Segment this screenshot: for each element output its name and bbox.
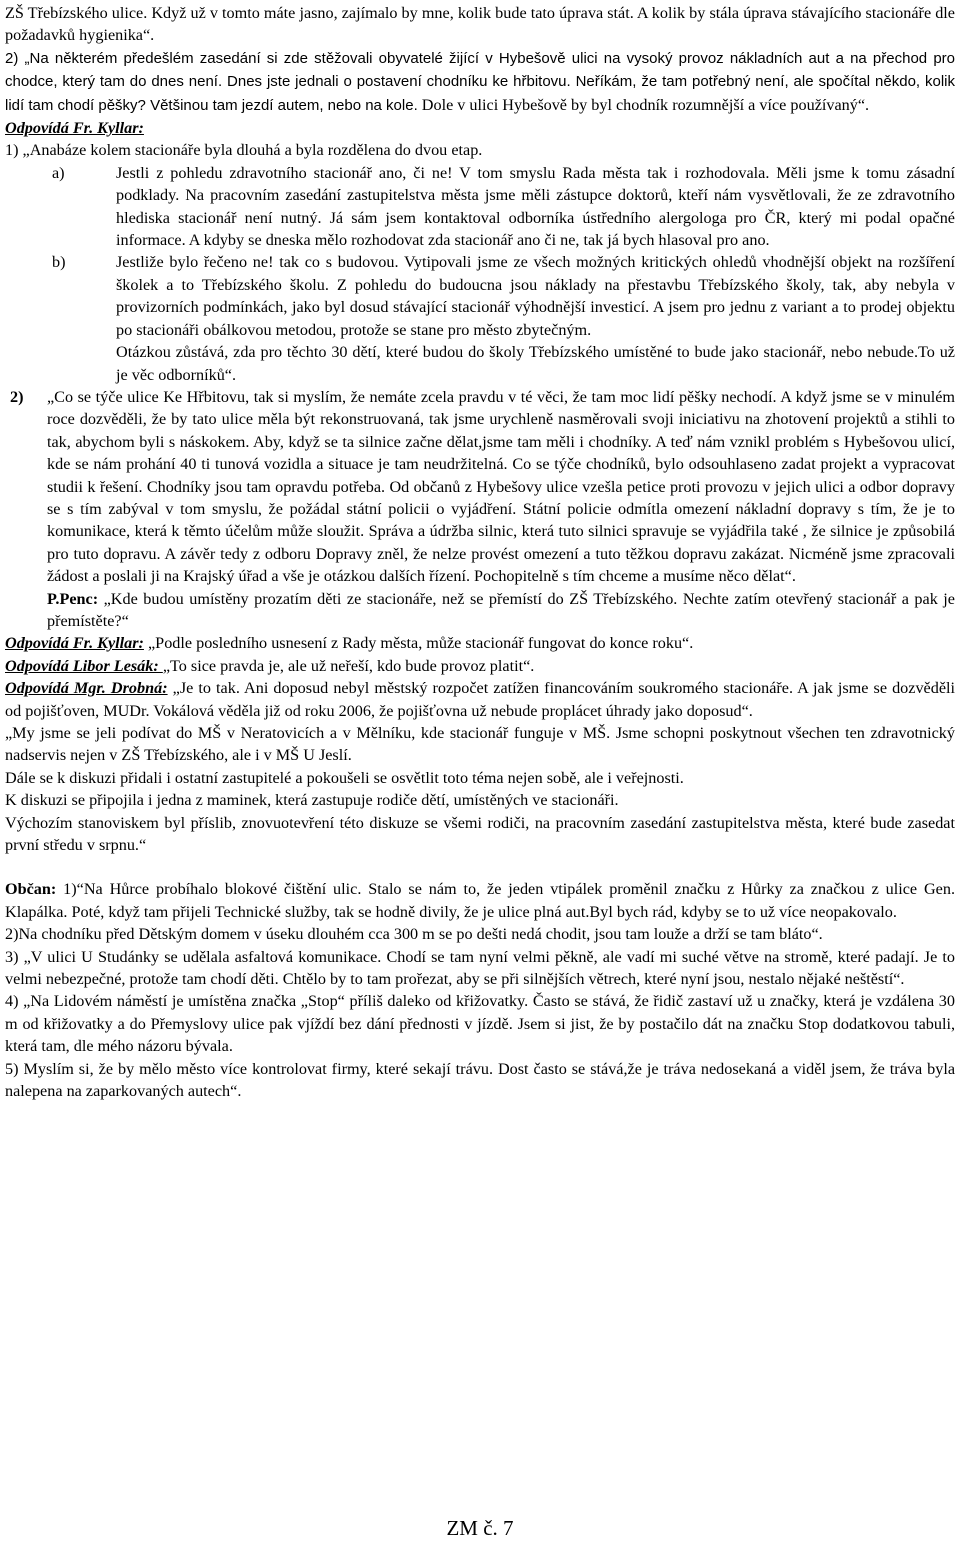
answer-drobna-text: „Je to tak. Ani doposud nebyl městský rozpočet zatížen financováním soukromého stacionáře. A jak jsme se dozvěděli od pojišťoven, MUDr. Vokálová věděla již od roku 2006, že pojišťovna už nebude proplácet úhrady jako doposud“. (5, 679, 955, 720)
item-b-text: Jestliže bylo řečeno ne! tak co s budovou. Vytipovali jsme ze všech možných kritických ohledů vhodnější objekt na rozšíření školek a to Třebízského školu. Z pohledu do budoucna jsou náklady na přestavbu Třebízského školy, tak, aby nebyla v provizorních podmínkách, jako byl dosud stávající stacionář výhodnější investicí. A jsem pro jednu z variant a to prodej objektu po stacionáři obálkovou metodou, protože se stane pro město zbytečným. (116, 253, 955, 339)
answer-lesak-label: Odpovídá Libor Lesák: (5, 656, 163, 675)
question-2-text-end: Dole v ulici Hybešově by byl chodník rozumnější a více používaný“. (417, 95, 870, 114)
answer-lesak-text: „To sice pravda je, ale už neřeší, kdo bude provoz platit“. (162, 656, 535, 675)
obcan-label: Občan: (5, 880, 57, 899)
item-a-label: a) (52, 163, 65, 182)
paragraph-my: „My jsme se jeli podívat do MŠ v Neratovicích a v Mělníku, kde stacionář funguje v MŠ. Jsme schopni poskytnout všechen ten zdravotnický nadservis nejen v ZŠ Třebízského, ale i v MŠ U Jeslí. (5, 724, 955, 765)
paragraph-dale: Dále se k diskuzi přidali i ostatní zastupitelé a pokoušeli se osvětlit toto téma nejen sobě, ale i veřejnosti. (5, 768, 684, 787)
item-b-continuation (5, 341, 955, 386)
page-footer: ZM č. 7 (446, 1516, 514, 1540)
paragraph-intro: ZŠ Třebízského ulice. Když už v tomto máte jasno, zajímalo by mne, kolik bude tato úprava stát. A kolik by stála úprava stávajícího stacionáře dle požadavků hygienika“. (5, 4, 955, 45)
answer-kyllar-2-label: Odpovídá Fr. Kyllar: (5, 634, 144, 653)
obcan-item-3: 3) „V ulici U Studánky se udělala asfaltová komunikace. Chodí se tam nyní velmi pěkně, ale vadí mi suché větve na stromě, které padají. Je to velmi nebezpečné, protože tam chodí děti. Chtělo by to tam prořezat, aby se při silnějších větrech, které nyní jsou, nestalo nějaké neštěstí“. (5, 947, 955, 989)
question-2-text: 2) „Na některém předešlém zasedání si zde stěžovali obyvatelé žijící v Hybešově ulici na vysoký provoz nákladních aut a na přechod pro chodce, který tam do dnes není. (5, 49, 955, 91)
paragraph-question-2 (5, 47, 955, 117)
obcan-item-1 (5, 878, 955, 923)
answer-item-a (5, 162, 955, 252)
penc-text: „Kde budou umístěny prozatím děti ze stacionáře, než se přemístí do ZŠ Třebízského. Nechte zatím otevřený stacionář a pak je přemístěte?“ (47, 589, 955, 630)
paragraph-k-diskuzi: K diskuzi se připojila i jedna z maminek, která zastupuje rodiče dětí, umístěných ve stacionáři. (5, 791, 619, 810)
item-b-text-2: Otázkou zůstává, zda pro těchto 30 dětí, které budou do školy Třebízského umístěné to bude jako stacionář, nebo nebude.To už je věc odborníků“. (116, 343, 955, 384)
item-a-text: Jestli z pohledu zdravotního stacionář ano, či ne! V tom smyslu Rada města tak i rozhodovala. Měli jsme k tomu zásadní podklady. Na pracovním zasedání zastupitelstva města jsme měli zástupce doktorů, kteří nám vysvětlovali, že ze zdravotního hlediska stacionář není nutný. Já sám jsem kontaktoval odborníka ústředního alergologa pro ČR, který mi podal opačné informace. A kdyby se dneska mělo rozhodovat zda stacionář ano či ne, tak já bych hlasoval pro ano. (116, 163, 955, 250)
answer-kyllar-heading: Odpovídá Fr. Kyllar: (5, 119, 144, 138)
answer-item-1: 1) „Anabáze kolem stacionáře byla dlouhá a byla rozdělena do dvou etap. (5, 141, 483, 160)
answer-drobna (5, 677, 955, 722)
document-page (5, 2, 955, 1103)
item-b-label: b) (52, 253, 66, 272)
item-2-text: „Co se týče ulice Ke Hřbitovu, tak si myslím, že nemáte zcela pravdu v té věci, že tam moc lidí pěšky nechodí. A když jsme se v minulém roce dozvěděli, že by tato ulice měla být rekonstruovaná, tak jsme urychleně nasměrovali svoji iniciativu na zhotovení projektů a stihli to tak, abychom byli s náskokem. Aby, když se ta silnice začne dělat,jsme tam měli i chodníky. A teď nám vznikl problém s Hybešovou ulicí, kde se nám prohání 40 ti tunová vozidla a situace je tam neudržitelná. Co se týče chodníků, bylo odsouhlaseno zadat projekt a vypracovat studii k řešení. Chodníky jsou tam opravdu potřeba. Od občanů z Hybešovy ulice vzešla petice proti provozu v jejich ulici a odbor dopravy se s tím zabýval v tom smyslu, že požádal státní policii o vyjádření. Státní policie odmítla omezení nákladní dopravy s tím, že je to komunikace, která k těmto účelům může sloužit. Správa a údržba silnic, která tuto silnici spravuje se vyjádřila také , že silnice je způsobilá pro tuto dopravu. A závěr tedy z odboru Dopravy zněl, že nelze provést omezení a tuto těžkou dopravu zakázat. Nicméně jsme zpracovali žádost a poslali ji na Krajský úřad a vše je otázkou dalších řízení. Pochopitelně s tím chceme a musíme něco dělat“. (47, 387, 955, 586)
answer-kyllar-2 (5, 632, 955, 654)
penc-question (5, 588, 955, 633)
obcan-item-4: 4) „Na Lidovém náměstí je umístěna značka „Stop“ příliš daleko od křižovatky. Často se stává, že řidič zastaví už u značky, která je vzdálena 30 m od křižovatky a do Přemyslovy ulice pak vjíždí bez dání přednosti v jízdě. Jsem si jist, že by postačilo dát na značku Stop dodatkovou tabuli, která tam, dle mého názoru bývala. (5, 992, 955, 1056)
obcan-1-text: 1)“Na Hůrce probíhalo blokové čištění ulic. Stalo se nám to, že jeden vtipálek proměnil značku z Hůrky za značkou z ulice Gen. Klapálka. Poté, když tam přijeli Technické služby, tak se hodně divily, že je ulice plná aut.Byl bych rád, kdyby se to už více neopakovalo. (5, 880, 955, 921)
paragraph-vychozim: Výchozím stanoviskem byl příslib, znovuotevření této diskuze se všemi rodiči, na pracovním zasedání zastupitelstva města, které bude zasedat první středu v srpnu.“ (5, 813, 955, 855)
answer-kyllar-2-text: „Podle posledního usnesení z Rady města, může stacionář fungovat do konce roku“. (143, 634, 694, 653)
obcan-item-2: 2)Na chodníku před Dětským domem v úseku dlouhém cca 300 m se po dešti nedá chodit, jsou tam louže a drží se tam bláto“. (5, 925, 823, 944)
penc-label: P.Penc: (47, 589, 99, 608)
answer-lesak (5, 655, 955, 677)
answer-drobna-label: Odpovídá Mgr. Drobná: (5, 679, 168, 698)
item-2-label: 2) (10, 387, 24, 406)
question-2-text-cont: Dnes jste jednali o postavení chodníku ke hřbitovu. Neříkám, že tam potřebný není, ale spočítal někdo, kolik lidí tam chodí pěšky? Většinou tam jezdí autem, nebo na kole. (5, 73, 955, 114)
answer-item-b (5, 251, 955, 341)
answer-item-2 (5, 386, 955, 588)
obcan-item-5: 5) Myslím si, že by mělo město více kontrolovat firmy, které sekají trávu. Dost často se stává,že je tráva nedosekaná a viděl jsem, že tráva byla nalepena na zaparkovaných autech“. (5, 1059, 955, 1101)
